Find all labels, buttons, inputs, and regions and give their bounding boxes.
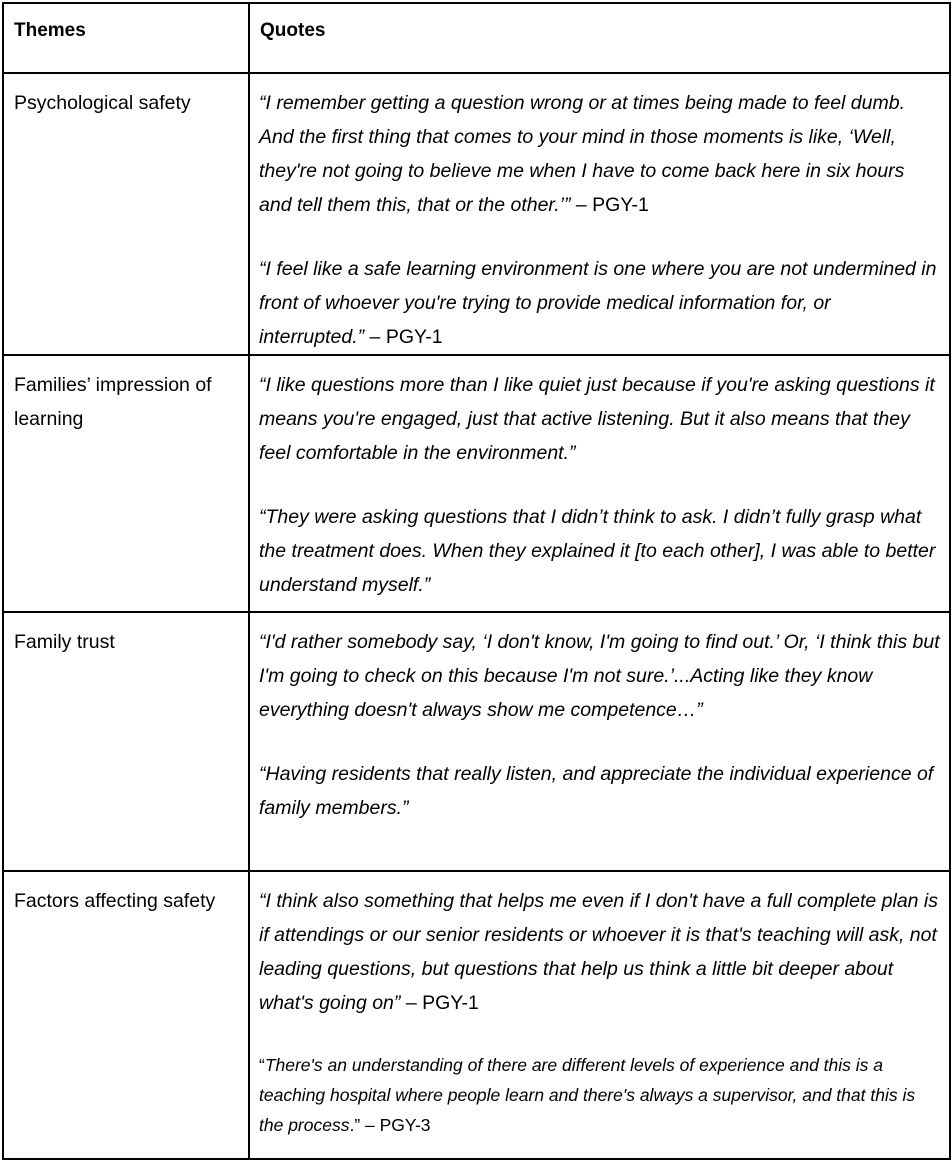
- quotes-cell: [249, 73, 950, 355]
- quote-attribution: – PGY-1: [364, 326, 443, 348]
- quote: [259, 252, 941, 354]
- quotes-cell: [249, 355, 950, 612]
- quote-text: “I feel like a safe learning environment is one where you are not undermined in front of whoever you're trying to provide medical information for, or interrupted.”: [259, 258, 937, 348]
- header-themes: Themes: [3, 3, 249, 73]
- quote: [259, 500, 941, 602]
- quote: [259, 368, 941, 470]
- quote-open-mark: “: [259, 1055, 265, 1075]
- header-row: [3, 3, 950, 73]
- quote-attribution: – PGY-1: [400, 992, 479, 1014]
- quote: [259, 1050, 941, 1140]
- quote-attribution: .” – PGY-3: [349, 1115, 431, 1135]
- quote-text: “They were asking questions that I didn’t think to ask. I didn’t fully grasp what the treatment does. When they explained it [to each other], I was able to better understand myself.”: [259, 506, 936, 596]
- quote-attribution: – PGY-1: [570, 194, 649, 216]
- quote-text: There's an understanding of there are different levels of experience and this is a teaching hospital where people learn and there's always a supervisor, and that this is the process: [259, 1055, 916, 1135]
- theme-cell: Family trust: [3, 612, 249, 871]
- quotes-cell: [249, 612, 950, 871]
- quote-text: “Having residents that really listen, and appreciate the individual experience of family members.”: [259, 763, 934, 819]
- quote-text: “I'd rather somebody say, ‘I don't know, I'm going to find out.’ Or, ‘I think this but I'm going to check on this because I'm not sure.’...Acting like they know everything doesn't always show me competence…”: [259, 631, 940, 721]
- table-row: [3, 355, 950, 612]
- quote: [259, 86, 941, 222]
- quotes-cell: [249, 871, 950, 1159]
- themes-quotes-table: [2, 2, 951, 1160]
- theme-cell: Families’ impression of learning: [3, 355, 249, 612]
- quote: [259, 884, 941, 1020]
- quote: [259, 757, 941, 825]
- quote: [259, 625, 941, 727]
- table-row: [3, 73, 950, 355]
- table-row: [3, 612, 950, 871]
- theme-cell: Psychological safety: [3, 73, 249, 355]
- quote-text: “I think also something that helps me even if I don't have a full complete plan is if attendings or our senior residents or whoever it is that's teaching will ask, not leading questions, but questions that help us think a little bit deeper about what's going on”: [259, 890, 939, 1014]
- theme-cell: Factors affecting safety: [3, 871, 249, 1159]
- quote-text: “I remember getting a question wrong or at times being made to feel dumb. And the first thing that comes to your mind in those moments is like, ‘Well, they're not going to believe me when I have to come back here in six hours and tell them this, that or the other.’”: [259, 92, 906, 216]
- header-quotes: Quotes: [249, 3, 950, 73]
- table-row: [3, 871, 950, 1159]
- quote-text: “I like questions more than I like quiet just because if you're asking questions it means you're engaged, just that active listening. But it also means that they feel comfortable in the environment.”: [259, 374, 935, 464]
